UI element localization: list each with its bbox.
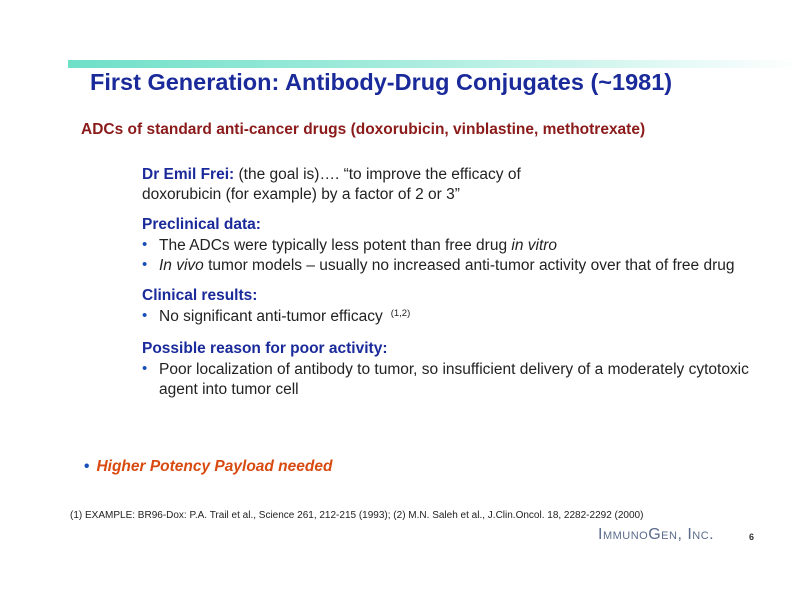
highlight-bullet xyxy=(84,458,332,476)
clinical-reference-marker: (1,2) xyxy=(390,308,411,319)
reason-heading: Possible reason for poor activity: xyxy=(142,340,388,357)
footnote-references: (1) EXAMPLE: BR96-Dox: P.A. Trail et al., Science 261, 212-215 (1993); (2) M.N. Saleh et al., J.Clin.Oncol. 18, 2282-2292 (2000) xyxy=(70,510,644,521)
frei-quote xyxy=(142,165,762,205)
preclinical-bullet-2 xyxy=(142,256,762,276)
top-accent-bar xyxy=(68,60,800,68)
bullet-icon: • xyxy=(142,236,148,253)
preclinical-bullet-1-text: The ADCs were typically less potent than free drug xyxy=(159,237,512,254)
slide-content xyxy=(142,165,762,410)
preclinical-bullet-2-emphasis: In vivo xyxy=(159,257,204,274)
reason-bullet-1-text: Poor localization of antibody to tumor, so insufficient delivery of a moderately cytotoxic agent into tumor cell xyxy=(159,361,749,398)
quote-speaker: Dr Emil Frei: xyxy=(142,166,235,183)
clinical-heading: Clinical results: xyxy=(142,287,258,304)
bullet-icon: • xyxy=(142,360,148,377)
quote-line-1: (the goal is)…. “to improve the efficacy of xyxy=(234,166,521,183)
bullet-icon: • xyxy=(142,256,148,273)
slide-subtitle: ADCs of standard anti-cancer drugs (doxorubicin, vinblastine, methotrexate) xyxy=(81,121,646,138)
reason-bullet-1 xyxy=(142,360,762,400)
page-number: 6 xyxy=(749,532,755,542)
highlight-text: Higher Potency Payload needed xyxy=(96,458,333,475)
preclinical-heading: Preclinical data: xyxy=(142,216,261,233)
bullet-icon: • xyxy=(84,458,90,475)
preclinical-bullet-2-text: tumor models – usually no increased anti-tumor activity over that of free drug xyxy=(203,257,735,274)
bullet-icon: • xyxy=(142,307,148,324)
clinical-bullet-1 xyxy=(142,307,762,329)
preclinical-section xyxy=(142,215,762,276)
preclinical-bullet-1-emphasis: in vitro xyxy=(511,237,558,254)
quote-line-2: doxorubicin (for example) by a factor of 2 or 3” xyxy=(142,186,460,203)
reason-section xyxy=(142,339,762,400)
clinical-bullet-1-text: No significant anti-tumor efficacy xyxy=(159,308,383,325)
clinical-section xyxy=(142,286,762,329)
preclinical-bullet-1 xyxy=(142,236,762,256)
slide-title: First Generation: Antibody-Drug Conjugates (~1981) xyxy=(90,69,673,95)
company-logo: ImmunoGen, Inc. xyxy=(598,526,715,543)
